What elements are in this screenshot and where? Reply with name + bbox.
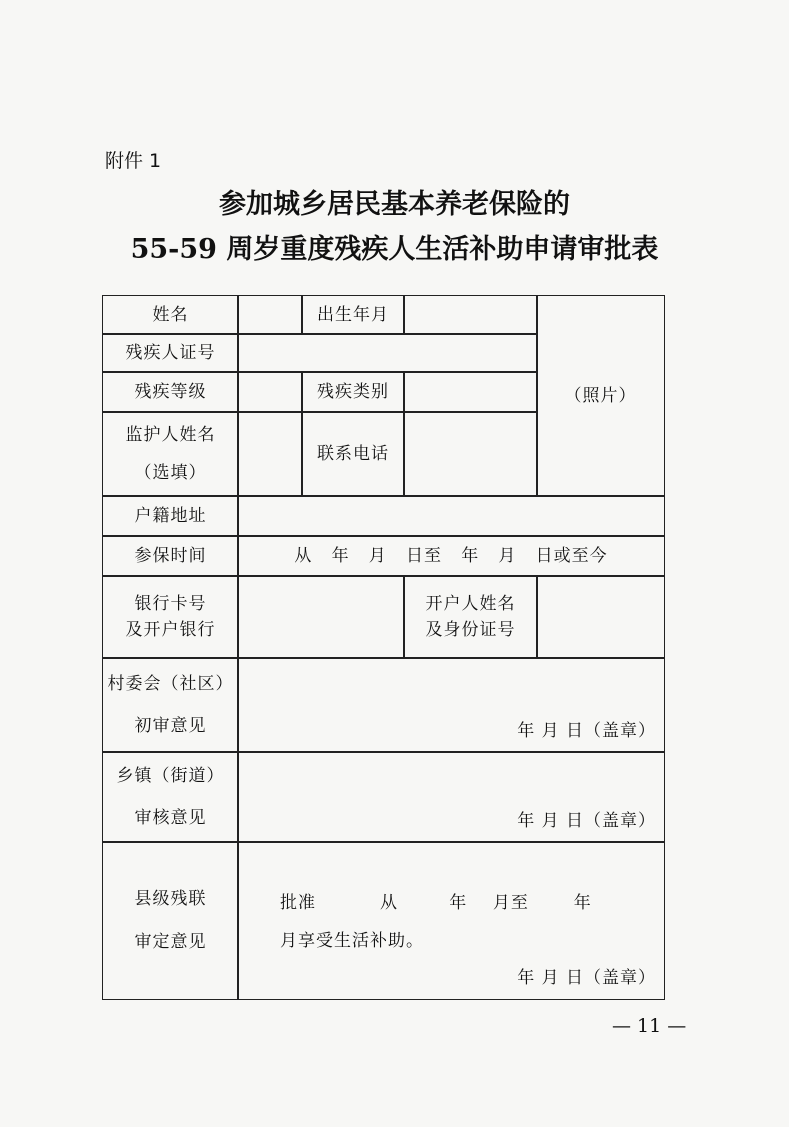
name-label: 姓名 bbox=[152, 304, 189, 325]
type-value-cell bbox=[403, 371, 538, 413]
guardian-optional-label: （选填） bbox=[134, 463, 207, 483]
holder-value-cell bbox=[536, 575, 665, 659]
photo-label: （照片） bbox=[564, 385, 637, 406]
cert-value-cell bbox=[237, 333, 538, 373]
name-value-cell bbox=[237, 295, 303, 335]
approve-line2: 月享受生活补助。 bbox=[280, 931, 424, 951]
town-label: 乡镇（街道） bbox=[116, 765, 225, 786]
name-label-cell bbox=[102, 295, 239, 335]
type-label-cell bbox=[301, 371, 405, 413]
county-label: 县级残联 bbox=[134, 889, 207, 910]
village-stamp-date: 年 月 日（盖章） bbox=[517, 720, 656, 741]
county-stamp-date: 年 月 日（盖章） bbox=[517, 967, 656, 988]
approve-line1: 批准 从 年 月至 年 bbox=[280, 893, 592, 913]
bank-label: 银行卡号 bbox=[134, 593, 207, 614]
village-label: 村委会（社区） bbox=[107, 673, 234, 694]
county-opinion-cell bbox=[237, 841, 665, 1000]
address-label-cell bbox=[102, 495, 239, 537]
village-label-cell bbox=[102, 657, 239, 753]
grade-label: 残疾等级 bbox=[134, 381, 207, 402]
period-text: 从 年 月 日至 年 月 日或至今 bbox=[294, 545, 608, 566]
address-value-cell bbox=[237, 495, 665, 537]
cert-label: 残疾人证号 bbox=[125, 342, 216, 363]
bank-label-2: 及开户银行 bbox=[125, 620, 216, 640]
period-value-cell bbox=[237, 535, 665, 577]
town-stamp-date: 年 月 日（盖章） bbox=[517, 810, 656, 831]
guardian-label-cell bbox=[102, 411, 239, 497]
photo-cell bbox=[536, 295, 665, 497]
phone-label: 联系电话 bbox=[317, 443, 389, 464]
town-opinion-cell bbox=[237, 751, 665, 843]
address-label: 户籍地址 bbox=[134, 505, 207, 526]
holder-label: 开户人姓名 bbox=[425, 593, 516, 614]
phone-label-cell bbox=[301, 411, 405, 497]
grade-label-cell bbox=[102, 371, 239, 413]
guardian-value-cell bbox=[237, 411, 303, 497]
village-opinion-cell bbox=[237, 657, 665, 753]
phone-value-cell bbox=[403, 411, 538, 497]
birth-label-cell bbox=[301, 295, 405, 335]
period-label-cell bbox=[102, 535, 239, 577]
attachment-label: 附件 1 bbox=[105, 150, 162, 172]
form-title-line1: 参加城乡居民基本养老保险的 bbox=[219, 189, 570, 220]
guardian-label: 监护人姓名 bbox=[125, 424, 216, 445]
cert-label-cell bbox=[102, 333, 239, 373]
birth-value-cell bbox=[403, 295, 538, 335]
type-label: 残疾类别 bbox=[317, 381, 389, 402]
town-label-2: 审核意见 bbox=[134, 808, 207, 828]
bank-value-cell bbox=[237, 575, 405, 659]
holder-label-cell bbox=[403, 575, 538, 659]
village-label-2: 初审意见 bbox=[134, 716, 207, 736]
holder-label-2: 及身份证号 bbox=[425, 620, 516, 640]
grade-value-cell bbox=[237, 371, 303, 413]
form-title-line2: 55-59 周岁重度残疾人生活补助申请审批表 bbox=[130, 234, 659, 265]
page-number: — 11 — bbox=[612, 1015, 687, 1037]
birth-label: 出生年月 bbox=[317, 304, 389, 325]
county-label-cell bbox=[102, 841, 239, 1000]
county-label-2: 审定意见 bbox=[134, 931, 207, 952]
town-label-cell bbox=[102, 751, 239, 843]
period-label: 参保时间 bbox=[134, 545, 207, 566]
application-form-table bbox=[102, 295, 665, 1000]
bank-label-cell bbox=[102, 575, 239, 659]
